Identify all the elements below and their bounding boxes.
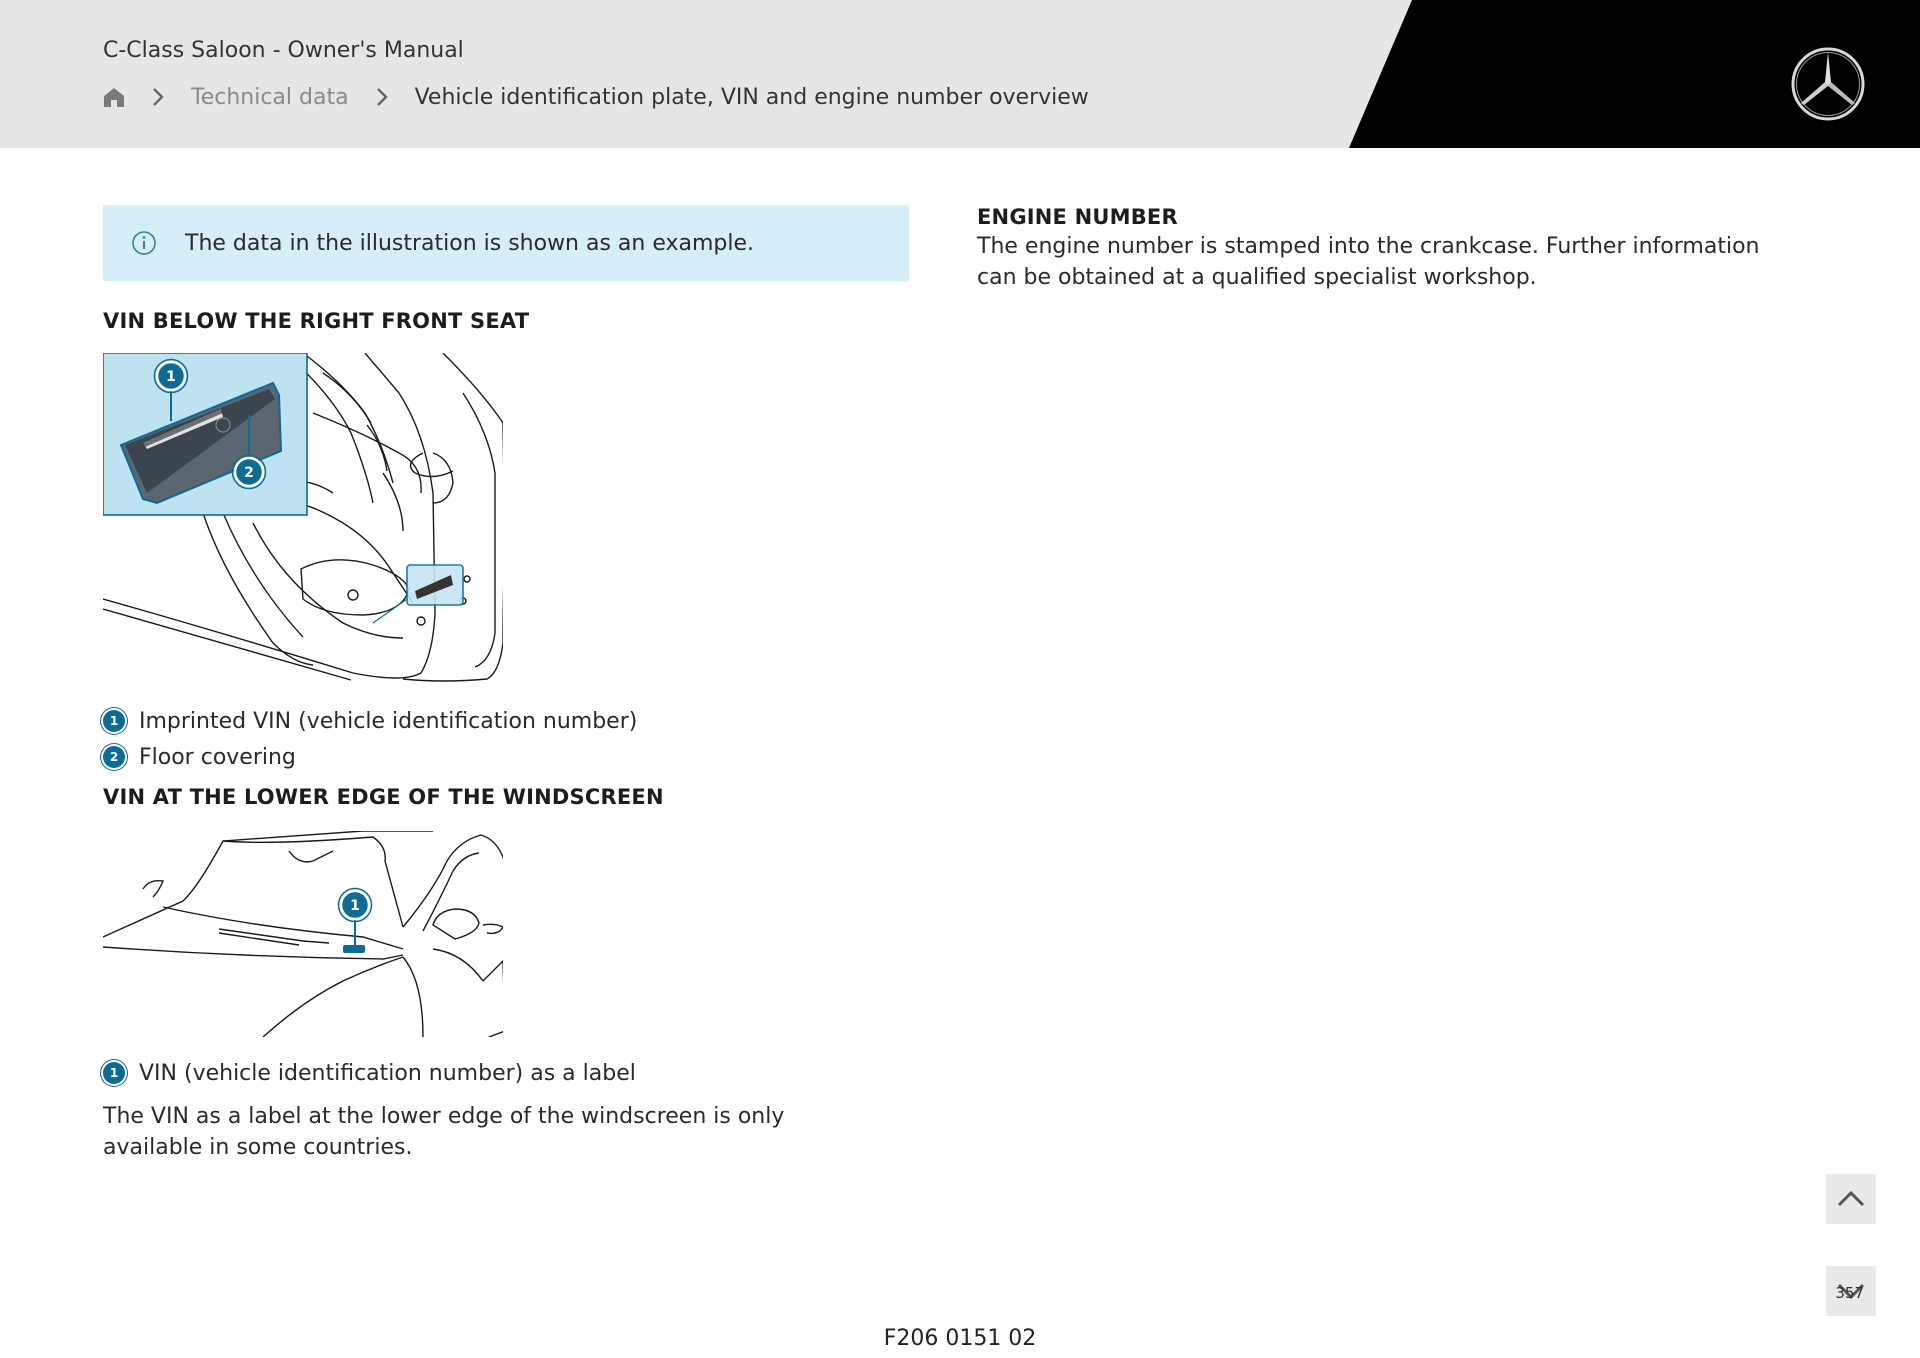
svg-text:1: 1	[166, 369, 176, 385]
home-icon[interactable]	[103, 86, 125, 108]
svg-text:2: 2	[244, 465, 254, 481]
callout-number-badge: 1	[103, 710, 125, 732]
right-column	[977, 205, 1797, 293]
info-note	[103, 205, 909, 281]
vin-windscreen-heading: VIN AT THE LOWER EDGE OF THE WINDSCREEN	[103, 785, 664, 809]
mercedes-star-logo[interactable]	[1790, 46, 1866, 122]
scroll-up-button[interactable]	[1826, 1174, 1876, 1224]
breadcrumb-technical-data[interactable]: Technical data	[191, 84, 349, 110]
svg-text:1: 1	[350, 898, 360, 914]
footer-code: F206 0151 02	[883, 1326, 1037, 1351]
breadcrumb-current-page: Vehicle identification plate, VIN and engine number overview	[414, 84, 1089, 110]
chevron-right-icon	[375, 86, 389, 108]
left-column	[103, 205, 909, 1163]
callout-number-badge: 2	[103, 746, 125, 768]
chevron-right-icon	[151, 86, 165, 108]
brand-black-panel	[0, 0, 1920, 148]
breadcrumb	[103, 80, 1089, 114]
vin-windscreen-illustration	[103, 831, 503, 1037]
legend-item	[103, 1055, 909, 1091]
vin-seat-legend	[103, 703, 909, 775]
vin-windscreen-legend	[103, 1055, 909, 1091]
info-icon	[131, 230, 157, 256]
legend-item	[103, 703, 909, 739]
info-note-text: The data in the illustration is shown as an example.	[185, 230, 755, 256]
engine-number-paragraph: The engine number is stamped into the crankcase. Further information can be obtained at a qualified specialist workshop.	[977, 234, 1760, 290]
vin-windscreen-paragraph: The VIN as a label at the lower edge of the windscreen is only available in some countries.	[103, 1104, 785, 1160]
vin-seat-heading: VIN BELOW THE RIGHT FRONT SEAT	[103, 309, 530, 333]
manual-title: C-Class Saloon - Owner's Manual	[103, 38, 464, 63]
vin-seat-illustration	[103, 353, 503, 683]
page-number: 357	[1835, 1284, 1864, 1302]
legend-text: Imprinted VIN (vehicle identification number)	[139, 708, 638, 734]
page-header	[0, 0, 1920, 148]
chevron-up-icon	[1836, 1189, 1866, 1209]
legend-item	[103, 739, 909, 775]
engine-number-heading: ENGINE NUMBER	[977, 205, 1178, 229]
legend-text: Floor covering	[139, 744, 296, 770]
callout-number-badge: 1	[103, 1062, 125, 1084]
legend-text: VIN (vehicle identification number) as a label	[139, 1060, 636, 1086]
